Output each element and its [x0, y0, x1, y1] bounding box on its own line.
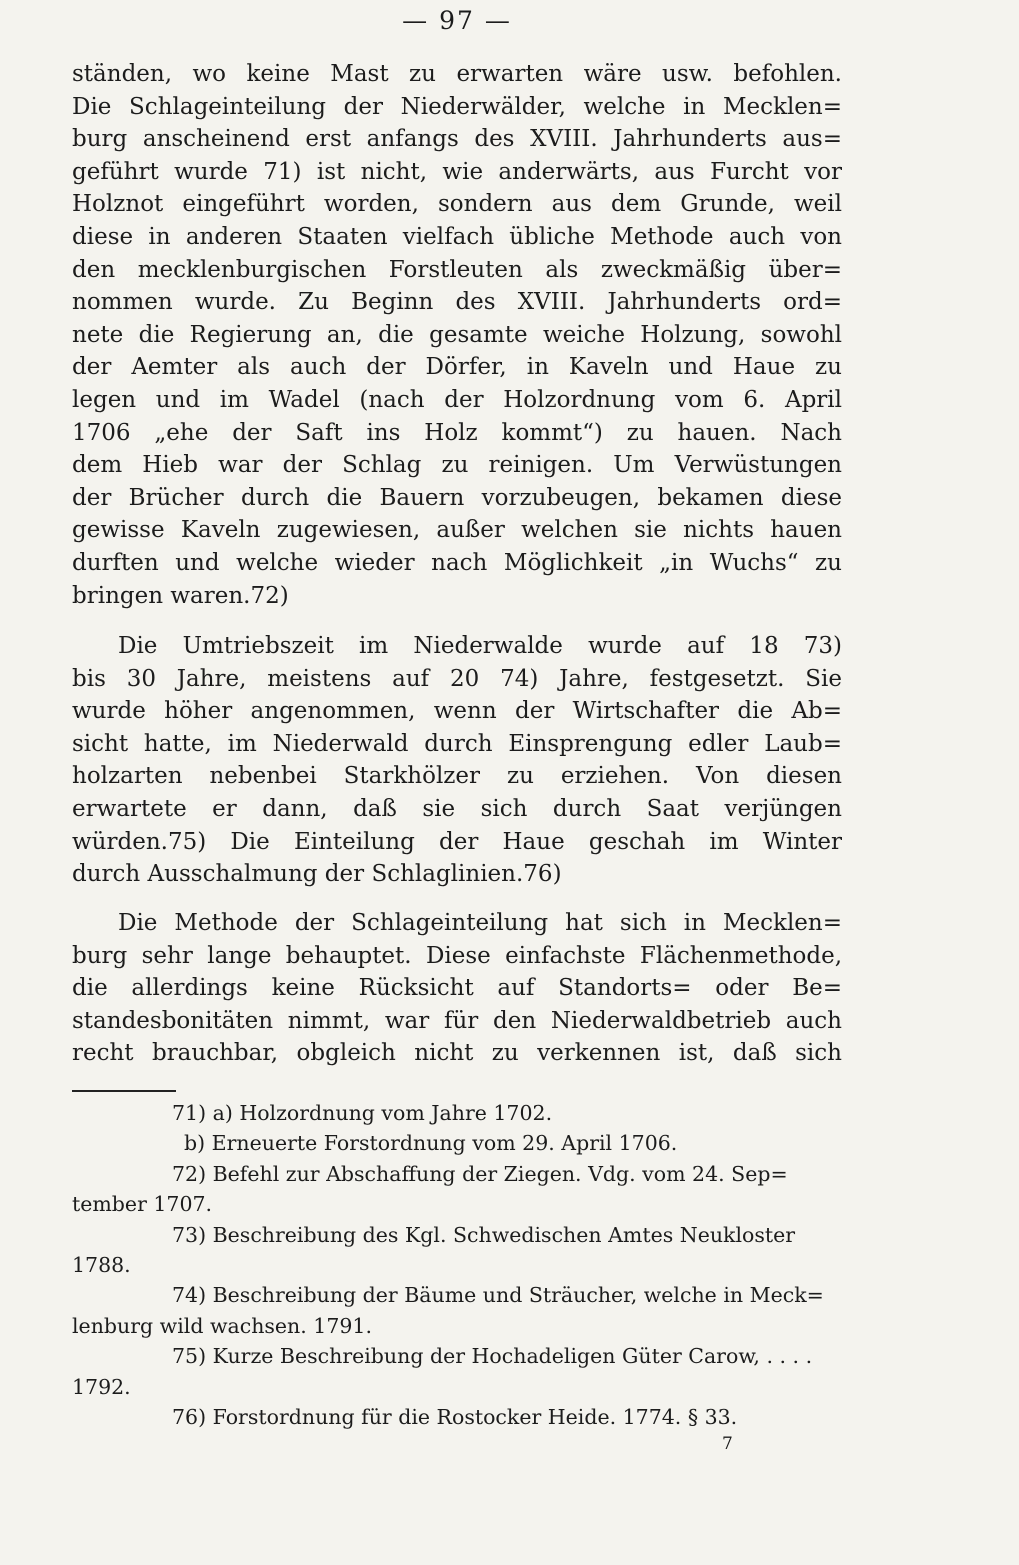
text-line: durch Ausschalmung der Schlaglinien.76) [72, 861, 562, 888]
text-line: wurde höher angenommen, wenn der Wirtschafter die Ab= [72, 698, 842, 725]
text-line: dem Hieb war der Schlag zu reinigen. Um Verwüstungen [72, 452, 842, 479]
footnote-71b: b) Erneuerte Forstordnung vom 29. April 1706. [184, 1131, 678, 1156]
text-line: der Aemter als auch der Dörfer, in Kaveln und Haue zu [72, 354, 842, 381]
paragraph-3 [72, 907, 842, 1070]
text-line: bis 30 Jahre, meistens auf 20 74) Jahre, festgesetzt. Sie [72, 665, 842, 692]
text-line: Die Methode der Schlageinteilung hat sich in Mecklen= [118, 910, 842, 936]
footnote-72-cont: tember 1707. [72, 1192, 213, 1217]
footnotes [72, 1098, 842, 1432]
text-line: der Brücher durch die Bauern vorzubeugen, bekamen diese [72, 484, 842, 511]
text-line: legen und im Wadel (nach der Holzordnung vom 6. April [72, 386, 842, 413]
footnote-74: 74) Beschreibung der Bäume und Sträucher, welche in Meck= [172, 1283, 824, 1308]
text-line: bringen waren.72) [72, 582, 289, 609]
text-line: sicht hatte, im Niederwald durch Einsprengung edler Laub= [72, 730, 842, 757]
text-line: nommen wurde. Zu Beginn des XVIII. Jahrhunderts ord= [72, 289, 842, 316]
paragraph-1 [72, 58, 842, 612]
text-line: holzarten nebenbei Starkhölzer zu erziehen. Von diesen [72, 763, 842, 790]
footnote-76: 76) Forstordnung für die Rostocker Heide. 1774. § 33. [172, 1405, 738, 1430]
footnote-72: 72) Befehl zur Abschaffung der Ziegen. Vdg. vom 24. Sep= [172, 1161, 788, 1186]
text-line: Die Umtriebszeit im Niederwalde wurde auf 18 73) [118, 633, 842, 659]
signature-mark: 7 [722, 1434, 733, 1454]
text-line: diese in anderen Staaten vielfach übliche Methode auch von [72, 223, 842, 250]
footnote-73: 73) Beschreibung des Kgl. Schwedischen Amtes Neukloster [172, 1222, 796, 1247]
text-line: erwartete er dann, daß sie sich durch Saat verjüngen [72, 795, 842, 822]
text-line: durften und welche wieder nach Möglichkeit „in Wuchs“ zu [72, 549, 842, 576]
text-line: standesbonitäten nimmt, war für den Niederwaldbetrieb auch [72, 1007, 842, 1034]
footnote-74-cont: lenburg wild wachsen. 1791. [72, 1313, 372, 1338]
text-line: würden.75) Die Einteilung der Haue geschah im Winter [72, 828, 842, 855]
footnote-73-cont: 1788. [72, 1253, 131, 1278]
footnote-75-cont: 1792. [72, 1374, 131, 1399]
text-line: Die Schlageinteilung der Niederwälder, welche in Mecklen= [72, 93, 842, 120]
paragraph-2 [72, 630, 842, 891]
text-line: 1706 „ehe der Saft ins Holz kommt“) zu hauen. Nach [72, 419, 842, 446]
text-line: recht brauchbar, obgleich nicht zu verkennen ist, daß sich [72, 1040, 842, 1067]
text-line: ständen, wo keine Mast zu erwarten wäre usw. befohlen. [72, 61, 842, 87]
text-line: den mecklenburgischen Forstleuten als zweckmäßig über= [72, 256, 842, 283]
footnote-separator [72, 1090, 176, 1092]
text-line: geführt wurde 71) ist nicht, wie anderwärts, aus Furcht vor [72, 158, 842, 185]
footnote-71a: 71) a) Holzordnung vom Jahre 1702. [172, 1101, 553, 1125]
text-line: nete die Regierung an, die gesamte weiche Holzung, sowohl [72, 321, 842, 348]
text-line: burg anscheinend erst anfangs des XVIII. Jahrhunderts aus= [72, 126, 842, 153]
footnote-75: 75) Kurze Beschreibung der Hochadeligen Güter Carow, . . . . [172, 1344, 813, 1369]
text-line: die allerdings keine Rücksicht auf Standorts= oder Be= [72, 975, 842, 1002]
text-line: burg sehr lange behauptet. Diese einfachste Flächenmethode, [72, 942, 842, 969]
page-number: — 97 — [402, 6, 512, 35]
text-line: gewisse Kaveln zugewiesen, außer welchen sie nichts hauen [72, 517, 842, 544]
text-line: Holznot eingeführt worden, sondern aus dem Grunde, weil [72, 191, 842, 218]
